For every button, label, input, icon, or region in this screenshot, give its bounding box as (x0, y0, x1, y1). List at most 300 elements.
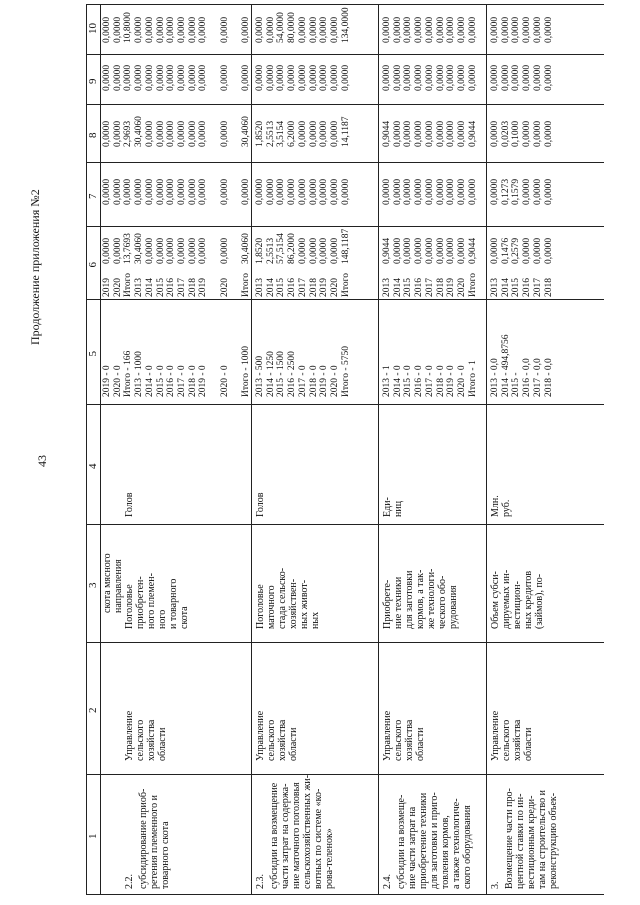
cell-col6: 0,0000 (543, 237, 554, 264)
cell-col7: 0,0000 (241, 178, 252, 205)
cell-col7: 0,0000 (340, 178, 351, 205)
row-indicator: Поголовье маточного стада сельско- хозяйствен- ных живот- ных (255, 567, 321, 629)
cell-col9: 0,0000 (414, 64, 425, 91)
cell-col6: 57,5154 (276, 233, 287, 264)
cell-col10: 0,0000 (144, 16, 155, 43)
cell-col6: 30,4060 (241, 233, 252, 264)
cell-col9: 0,0000 (176, 64, 187, 91)
cell-col6: 148,1187 (340, 228, 351, 264)
cell-year: 2018 (308, 278, 319, 297)
cell-col8: 0,0000 (102, 120, 112, 147)
cell-col8: 0,0000 (155, 120, 166, 147)
cell-col6: 0,0000 (490, 237, 500, 264)
cell-col5: 2018 - 0 (308, 365, 319, 397)
cell-year: 2018 (543, 278, 554, 297)
cell-col8: 2,5513 (265, 120, 276, 147)
row-description: субсидирование приоб- ретения племенного и товарного скота (138, 788, 171, 889)
cell-col7: 0,0000 (287, 178, 298, 205)
cell-col10: 0,0000 (187, 16, 198, 43)
cell-col7: 0,0000 (166, 178, 177, 205)
cell-col9: 0,0000 (340, 64, 351, 91)
cell-col9: 0,0000 (144, 64, 155, 91)
cell-year: 2015 (155, 278, 166, 297)
cell-year: 2015 (403, 278, 414, 297)
column-line (86, 642, 604, 643)
header-cell-9: 9 (87, 78, 99, 84)
header-cell-1: 1 (87, 833, 99, 839)
cell-col6: 0,0000 (187, 237, 198, 264)
page-number: 43 (35, 455, 49, 467)
cell-col9: 0,0000 (456, 64, 467, 91)
cell-col7: 0,0000 (467, 178, 478, 205)
cell-year: 2019 (198, 278, 209, 297)
cell-year: 2014 (500, 278, 511, 297)
cell-col10: 0,0000 (134, 16, 145, 43)
cell-col7: 0,1273 (500, 178, 511, 205)
cell-col7: 0,0000 (532, 178, 543, 205)
cell-col7: 0,0000 (392, 178, 403, 205)
cell-col6: 2,5513 (265, 237, 276, 264)
cell-col10: 0,0000 (297, 16, 308, 43)
cell-year: 2015 (276, 278, 287, 297)
cell-year: 2020 (219, 278, 230, 297)
cell-col6: 0,9044 (467, 237, 478, 264)
cell-col10: 0,0000 (543, 16, 554, 43)
cell-col9: 0,0000 (187, 64, 198, 91)
cell-year: 2017 (424, 278, 435, 297)
cell-col7: 0,0000 (456, 178, 467, 205)
row-indicator: Объем субси- дируемых ин- вестицион- ных кредитов (займов), по- (490, 569, 545, 629)
cell-col9: 0,0000 (382, 64, 392, 91)
cell-col6: 0,0000 (403, 237, 414, 264)
cell-col6: 0,0000 (102, 237, 112, 264)
row-divider (486, 5, 487, 895)
cell-col6: 86,2000 (287, 233, 298, 264)
cell-col7: 0,0000 (308, 178, 319, 205)
cell-col5: 2014 - 494,8756 (500, 334, 511, 397)
cell-col8: 0,0000 (435, 120, 446, 147)
cell-col9: 0,0000 (241, 64, 252, 91)
cell-col5: 2015 - 0 (155, 365, 166, 397)
cell-col10: 0,0000 (424, 16, 435, 43)
cell-col10: 0,0000 (382, 16, 392, 43)
cell-col10: 0,0000 (112, 16, 123, 43)
cell-col5: 2017 - 0 (424, 365, 435, 397)
cell-col9: 0,0000 (403, 64, 414, 91)
cell-year: 2017 (297, 278, 308, 297)
cell-col9: 0,0000 (446, 64, 457, 91)
row-divider (378, 5, 379, 895)
cell-col5: 2016 - 0 (166, 365, 177, 397)
row-description: Возмещение части про- центной ставки по ин- вестиционным креди- там на строительство и реконструкцию объек- (504, 788, 559, 889)
row-number: 2.3. (255, 874, 266, 889)
cell-col5: 2020 - 0 (219, 365, 230, 397)
cell-col8: 0,0000 (198, 120, 209, 147)
cell-col5: 2020 - 0 (112, 365, 123, 397)
cell-col8: 0,9044 (382, 120, 392, 147)
cell-col9: 0,0000 (435, 64, 446, 91)
cell-col9: 0,0000 (319, 64, 330, 91)
cell-col6: 0,0000 (176, 237, 187, 264)
cell-col6: 0,0000 (446, 237, 457, 264)
cell-year: 2018 (187, 278, 198, 297)
cell-col7: 0,1579 (511, 178, 522, 205)
cell-col9: 0,0000 (522, 64, 533, 91)
header-cell-2: 2 (87, 707, 99, 713)
table-top-line (86, 5, 87, 895)
cell-col5: 2019 - 0 (319, 365, 330, 397)
cell-col10: 54,0000 (276, 12, 287, 43)
cell-col8: 0,9044 (467, 120, 478, 147)
cell-col6: 0,0000 (144, 237, 155, 264)
row-unit: Голов (124, 492, 135, 517)
cell-col6: 1,8520 (255, 237, 265, 264)
column-line (86, 774, 604, 775)
cell-col6: 0,0000 (198, 237, 209, 264)
cell-col6: 0,0000 (424, 237, 435, 264)
cell-col7: 0,0000 (446, 178, 457, 205)
cell-col10: 0,0000 (198, 16, 209, 43)
cell-col5: Итого - 1 (467, 360, 478, 397)
cell-col6: 0,0000 (219, 237, 230, 264)
cell-col7: 0,0000 (155, 178, 166, 205)
continued-cell-col3: скота мясного направления (102, 553, 124, 613)
cell-col5: 2015 - (511, 372, 522, 397)
cell-col9: 0,0000 (155, 64, 166, 91)
cell-col8: 0,0000 (329, 120, 340, 147)
cell-col7: 0,0000 (522, 178, 533, 205)
cell-col10: 0,0000 (522, 16, 533, 43)
header-cell-6: 6 (87, 262, 99, 268)
cell-col9: 0,0000 (265, 64, 276, 91)
cell-col7: 0,0000 (382, 178, 392, 205)
cell-col5: 2017 - 0,0 (532, 358, 543, 397)
cell-col10: 80,0000 (287, 12, 298, 43)
cell-col7: 0,0000 (490, 178, 500, 205)
cell-col7: 0,0000 (276, 178, 287, 205)
cell-col6: 0,0000 (319, 237, 330, 264)
cell-col10: 0,0000 (392, 16, 403, 43)
cell-col7: 0,0000 (414, 178, 425, 205)
cell-col5: 2015 - 0 (403, 365, 414, 397)
cell-col6: 30,4060 (134, 233, 145, 264)
cell-col10: 0,0000 (155, 16, 166, 43)
cell-col9: 0,0000 (543, 64, 554, 91)
cell-col10: 0,0000 (241, 16, 252, 43)
column-line (86, 894, 604, 895)
cell-col6: 0,0000 (392, 237, 403, 264)
cell-year: 2016 (414, 278, 425, 297)
cell-year: 2016 (287, 278, 298, 297)
row-responsible: Управление сельского хозяйства области (382, 710, 426, 761)
cell-col5: 2016 - 2500 (287, 351, 298, 397)
cell-col7: 0,0000 (424, 178, 435, 205)
row-responsible: Управление сельского хозяйства области (255, 710, 299, 761)
cell-col9: 0,0000 (467, 64, 478, 91)
cell-col6: 13,7693 (123, 233, 134, 264)
cell-col8: 2,9693 (123, 120, 134, 147)
column-line (86, 54, 604, 55)
cell-col5: 2018 - 0 (187, 365, 198, 397)
cell-col9: 0,0000 (490, 64, 500, 91)
cell-col8: 0,1000 (511, 120, 522, 147)
cell-col9: 0,0000 (532, 64, 543, 91)
cell-col5: 2016 - 0,0 (522, 358, 533, 397)
cell-col10: 0,0000 (456, 16, 467, 43)
header-cell-7: 7 (87, 193, 99, 199)
cell-col5: 2013 - 1000 (134, 351, 145, 397)
row-divider (251, 5, 252, 895)
cell-year: 2013 (382, 278, 392, 297)
cell-col6: 0,2579 (511, 237, 522, 264)
row-unit: Млн. руб. (490, 495, 512, 517)
cell-year: 2013 (490, 278, 500, 297)
cell-col7: 0,0000 (187, 178, 198, 205)
cell-col9: 0,0000 (166, 64, 177, 91)
cell-col7: 0,0000 (435, 178, 446, 205)
row-description: субсидии на возмещение части затрат на содержа- ние маточного поголовья сельскохозяйственных жи- вотных по системе «ко- рова-теленок» (269, 774, 335, 889)
column-line (86, 104, 604, 105)
column-line (86, 4, 604, 5)
row-description: субсидии на возмеще- ние части затрат на приобретение техники для заготовки и приго- товления кормов, а также технологиче- ского оборудования (396, 792, 473, 889)
cell-col8: 0,0000 (456, 120, 467, 147)
cell-col5: 2019 - 0 (198, 365, 209, 397)
row-responsible: Управление сельского хозяйства области (490, 710, 534, 761)
cell-col5: 2017 - 0 (297, 365, 308, 397)
cell-col6: 0,0000 (297, 237, 308, 264)
column-line (86, 226, 604, 227)
cell-col5: 2019 - 0 (446, 365, 457, 397)
cell-year: Итого (340, 272, 351, 297)
cell-col8: 0,0000 (392, 120, 403, 147)
cell-col7: 0,0000 (176, 178, 187, 205)
cell-col8: 0,0000 (308, 120, 319, 147)
cell-col10: 0,0000 (435, 16, 446, 43)
cell-year: 2016 (166, 278, 177, 297)
cell-col5: Итого - 1000 (241, 346, 252, 397)
cell-col10: 0,0000 (176, 16, 187, 43)
cell-col5: 2018 - 0 (435, 365, 446, 397)
cell-col7: 0,0000 (144, 178, 155, 205)
cell-col10: 0,0000 (403, 16, 414, 43)
column-line (86, 404, 604, 405)
cell-col10: 0,0000 (414, 16, 425, 43)
cell-col10: 0,0000 (265, 16, 276, 43)
cell-col5: 2020 - 0 (456, 365, 467, 397)
cell-col9: 0,0000 (134, 64, 145, 91)
cell-year: 2019 (319, 278, 330, 297)
cell-col8: 0,0000 (187, 120, 198, 147)
cell-col6: 0,0000 (522, 237, 533, 264)
cell-year: 2017 (176, 278, 187, 297)
cell-col9: 0,0000 (276, 64, 287, 91)
cell-year: 2020 (329, 278, 340, 297)
cell-col8: 0,0000 (112, 120, 123, 147)
cell-col8: 30,4060 (241, 116, 252, 147)
cell-year: 2020 (456, 278, 467, 297)
cell-col9: 0,0000 (287, 64, 298, 91)
cell-col8: 30,4060 (134, 116, 145, 147)
cell-col10: 0,0000 (102, 16, 112, 43)
cell-year: 2020 (112, 278, 123, 297)
cell-col10: 134,0000 (340, 7, 351, 43)
cell-year: 2019 (446, 278, 457, 297)
cell-year: 2018 (435, 278, 446, 297)
cell-col10: 0,0000 (219, 16, 230, 43)
row-unit: Еди- ниц (382, 497, 404, 517)
cell-col8: 0,0000 (414, 120, 425, 147)
cell-col8: 1,8520 (255, 120, 265, 147)
cell-col9: 0,0000 (198, 64, 209, 91)
cell-col6: 0,0000 (414, 237, 425, 264)
cell-col10: 0,0000 (446, 16, 457, 43)
cell-col8: 0,0000 (176, 120, 187, 147)
cell-col6: 0,0000 (155, 237, 166, 264)
header-cell-10: 10 (87, 23, 99, 34)
cell-year: Итого (467, 272, 478, 297)
cell-col9: 0,0000 (219, 64, 230, 91)
cell-col6: 0,0000 (329, 237, 340, 264)
cell-col9: 0,0000 (500, 64, 511, 91)
cell-col9: 0,0000 (102, 64, 112, 91)
cell-col7: 0,0000 (265, 178, 276, 205)
header-cell-4: 4 (87, 463, 99, 469)
cell-col9: 0,0000 (511, 64, 522, 91)
row-number: 2.4. (382, 874, 393, 889)
cell-col6: 0,0000 (166, 237, 177, 264)
header-bottom-line (100, 5, 101, 895)
header-cell-5: 5 (87, 351, 99, 357)
cell-col7: 0,0000 (543, 178, 554, 205)
cell-col5: Итого - 166 (123, 350, 134, 397)
cell-year: 2017 (532, 278, 543, 297)
cell-col6: 0,1476 (500, 237, 511, 264)
header-cell-8: 8 (87, 132, 99, 138)
cell-col10: 0,0000 (532, 16, 543, 43)
cell-col5: 2014 - 0 (144, 365, 155, 397)
cell-col7: 0,0000 (123, 178, 134, 205)
cell-col8: 0,0000 (144, 120, 155, 147)
cell-col6: 0,0000 (435, 237, 446, 264)
cell-col7: 0,0000 (297, 178, 308, 205)
cell-year: Итого (241, 272, 252, 297)
cell-col5: 2013 - 500 (255, 355, 265, 397)
cell-col10: 0,0000 (329, 16, 340, 43)
cell-year: 2015 (511, 278, 522, 297)
cell-col6: 0,9044 (382, 237, 392, 264)
header-cell-3: 3 (87, 582, 99, 588)
cell-col5: 2014 - 1250 (265, 351, 276, 397)
cell-col10: 0,0000 (511, 16, 522, 43)
cell-year: 2013 (134, 278, 145, 297)
cell-col8: 3,5154 (276, 120, 287, 147)
row-indicator: Поголовье приобретен- ного племен- ного и товарного скота (124, 573, 190, 629)
row-responsible: Управление сельского хозяйства области (124, 710, 168, 761)
row-number: 2.2. (124, 874, 135, 889)
cell-col10: 0,0000 (490, 16, 500, 43)
cell-col9: 0,0000 (297, 64, 308, 91)
cell-col6: 0,0000 (456, 237, 467, 264)
cell-col8: 6,2000 (287, 120, 298, 147)
cell-col7: 0,0000 (134, 178, 145, 205)
cell-col5: 2020 - 0 (329, 365, 340, 397)
continuation-title: Продолжение приложения №2 (28, 189, 42, 345)
cell-col5: 2018 - 0,0 (543, 358, 554, 397)
column-line (86, 524, 604, 525)
cell-col7: 0,0000 (219, 178, 230, 205)
cell-col8: 0,0203 (500, 120, 511, 147)
cell-col7: 0,0000 (403, 178, 414, 205)
cell-col10: 0,0000 (308, 16, 319, 43)
cell-col8: 0,0000 (522, 120, 533, 147)
row-number: 3. (490, 881, 501, 889)
cell-year: 2016 (522, 278, 533, 297)
cell-col8: 14,1187 (340, 116, 351, 147)
row-indicator: Приобрете- ние техники для заготовки кормов, а так- же технологи- ческого обо- рудования (382, 568, 459, 629)
cell-year: 2014 (392, 278, 403, 297)
cell-col7: 0,0000 (102, 178, 112, 205)
cell-col9: 0,0000 (123, 64, 134, 91)
cell-year: 2014 (265, 278, 276, 297)
cell-col5: Итого - 5750 (340, 346, 351, 397)
column-line (86, 162, 604, 163)
cell-col10: 0,0000 (166, 16, 177, 43)
cell-col6: 0,0000 (532, 237, 543, 264)
row-unit: Голов (255, 492, 266, 517)
cell-col6: 0,0000 (112, 237, 123, 264)
cell-year: 2014 (144, 278, 155, 297)
cell-col5: 2016 - 0 (414, 365, 425, 397)
cell-col5: 2014 - 0 (392, 365, 403, 397)
cell-col8: 0,0000 (532, 120, 543, 147)
cell-col7: 0,0000 (329, 178, 340, 205)
cell-col9: 0,0000 (329, 64, 340, 91)
cell-col10: 10,8000 (123, 12, 134, 43)
cell-col8: 0,0000 (446, 120, 457, 147)
cell-col9: 0,0000 (308, 64, 319, 91)
cell-col8: 0,0000 (490, 120, 500, 147)
cell-col5: 2017 - 0 (176, 365, 187, 397)
cell-col9: 0,0000 (112, 64, 123, 91)
cell-col6: 0,0000 (308, 237, 319, 264)
cell-col10: 0,0000 (255, 16, 265, 43)
cell-col9: 0,0000 (392, 64, 403, 91)
cell-col8: 0,0000 (297, 120, 308, 147)
cell-col7: 0,0000 (112, 178, 123, 205)
cell-col7: 0,0000 (198, 178, 209, 205)
cell-col8: 0,0000 (166, 120, 177, 147)
column-line (86, 299, 604, 300)
cell-col9: 0,0000 (424, 64, 435, 91)
cell-year: 2013 (255, 278, 265, 297)
cell-col10: 0,0000 (500, 16, 511, 43)
cell-col10: 0,0000 (467, 16, 478, 43)
cell-col8: 0,0000 (219, 120, 230, 147)
cell-col8: 0,0000 (424, 120, 435, 147)
cell-col5: 2013 - 1 (382, 365, 392, 397)
cell-col7: 0,0000 (319, 178, 330, 205)
cell-col8: 0,0000 (543, 120, 554, 147)
cell-year: 2019 (102, 278, 112, 297)
cell-year: Итого (123, 272, 134, 297)
cell-col7: 0,0000 (255, 178, 265, 205)
cell-col5: 2013 - 0,0 (490, 358, 500, 397)
cell-col5: 2019 - 0 (102, 365, 112, 397)
cell-col10: 0,0000 (319, 16, 330, 43)
cell-col8: 0,0000 (319, 120, 330, 147)
cell-col8: 0,0000 (403, 120, 414, 147)
cell-col5: 2015 - 1500 (276, 351, 287, 397)
